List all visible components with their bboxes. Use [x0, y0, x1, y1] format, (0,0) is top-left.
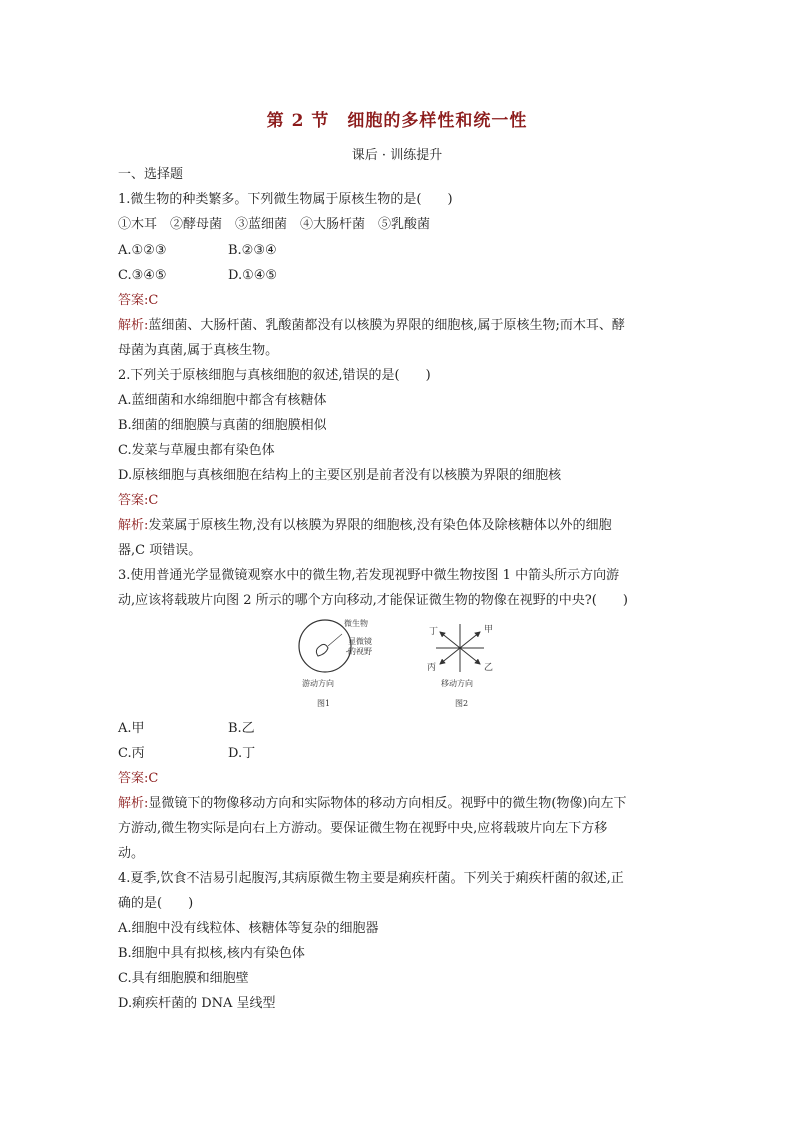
q3-figure — [290, 612, 520, 712]
fig1-name: 图1 — [317, 699, 331, 708]
answer-label: 答案: — [118, 493, 149, 508]
q2-answer — [118, 493, 158, 509]
q1-options-row1 — [118, 243, 277, 259]
figure-1 — [299, 618, 372, 708]
q1-analysis-line1 — [118, 318, 625, 334]
q1-items: ①木耳 ②酵母菌 ③蓝细菌 ④大肠杆菌 ⑤乳酸菌 — [118, 217, 431, 232]
q2-stem: 2.下列关于原核细胞与真核细胞的叙述,错误的是( ) — [118, 368, 431, 383]
q3-analysis-line3: 动。 — [118, 846, 145, 861]
figure-2 — [427, 624, 493, 708]
q2-option-c: C.发菜与草履虫都有染色体 — [118, 443, 275, 458]
fig1-label-field-1: 显微镜 — [348, 637, 372, 646]
q1-answer — [118, 293, 158, 309]
q1-options-row2 — [118, 268, 278, 284]
q1-option-c: C.③④⑤ — [118, 268, 167, 283]
label-yi: 乙 — [484, 663, 494, 673]
q3-option-b: B.乙 — [228, 721, 255, 736]
answer-value: C — [148, 493, 159, 508]
q4-stem-line1: 4.夏季,饮食不洁易引起腹泻,其病原微生物主要是痢疾杆菌。下列关于痢疾杆菌的叙述,正 — [118, 871, 624, 886]
label-ding: 丁 — [429, 627, 439, 637]
q2-analysis-line1 — [118, 518, 612, 534]
answer-label: 答案: — [118, 293, 149, 308]
label-jia: 甲 — [484, 625, 494, 635]
section-heading: 一、选择题 — [118, 167, 184, 182]
arrow-ding — [440, 632, 460, 648]
q1-analysis-line2: 母菌为真菌,属于真核生物。 — [118, 343, 279, 358]
q3-option-a: A.甲 — [118, 721, 145, 736]
answer-value: C — [148, 293, 159, 308]
fig1-label-field-2: 的视野 — [348, 647, 372, 656]
q1-option-a: A.①②③ — [118, 243, 167, 258]
arrow-bing — [440, 648, 460, 664]
q3-stem-line1: 3.使用普通光学显微镜观察水中的微生物,若发现视野中微生物按图 1 中箭头所示方向游 — [118, 568, 620, 583]
q4-option-b: B.细胞中具有拟核,核内有染色体 — [118, 946, 305, 961]
q3-option-d: D.丁 — [228, 746, 256, 761]
analysis-text: 发菜属于原核生物,没有以核膜为界限的细胞核,没有染色体及除核糖体以外的细胞 — [148, 518, 612, 533]
arrow-yi — [460, 648, 480, 664]
analysis-label: 解析: — [118, 318, 149, 333]
arrow-jia — [460, 632, 480, 648]
q4-stem-line2: 确的是( ) — [118, 896, 194, 911]
q3-options-row1 — [118, 721, 255, 737]
q3-option-c: C.丙 — [118, 746, 145, 761]
q3-stem-line2: 动,应该将载玻片向图 2 所示的哪个方向移动,才能保证微生物的物像在视野的中央?( ) — [118, 593, 628, 608]
answer-label: 答案: — [118, 771, 149, 786]
q1-option-d: D.①④⑤ — [228, 268, 278, 283]
q1-option-b: B.②③④ — [228, 243, 277, 258]
analysis-text: 蓝细菌、大肠杆菌、乳酸菌都没有以核膜为界限的细胞核,属于原核生物;而木耳、酵 — [148, 318, 625, 333]
analysis-label: 解析: — [118, 518, 149, 533]
page-subtitle: 课后 · 训练提升 — [351, 148, 443, 163]
q4-option-d: D.痢疾杆菌的 DNA 呈线型 — [118, 996, 276, 1011]
fig2-caption: 移动方向 — [441, 679, 473, 688]
analysis-label: 解析: — [118, 796, 149, 811]
q3-answer — [118, 771, 158, 787]
q3-options-row2 — [118, 746, 256, 762]
label-bing: 丙 — [427, 663, 437, 673]
q1-stem: 1.微生物的种类繁多。下列微生物属于原核生物的是( ) — [118, 192, 453, 207]
q2-option-b: B.细菌的细胞膜与真菌的细胞膜相似 — [118, 418, 327, 433]
q4-option-a: A.细胞中没有线粒体、核糖体等复杂的细胞器 — [118, 921, 379, 936]
q2-option-d: D.原核细胞与真核细胞在结构上的主要区别是前者没有以核膜为界限的细胞核 — [118, 468, 562, 483]
answer-value: C — [148, 771, 159, 786]
q3-analysis-line2: 方游动,微生物实际是向右上方游动。要保证微生物在视野中央,应将载玻片向左下方移 — [118, 821, 608, 836]
page-title: 第 2 节 细胞的多样性和统一性 — [266, 111, 528, 131]
fig2-name: 图2 — [455, 699, 469, 708]
q3-analysis-line1 — [118, 796, 627, 812]
q2-analysis-line2: 器,C 项错误。 — [118, 543, 202, 558]
microbe-pointer-line — [328, 634, 342, 646]
fig1-label-microbe: 微生物 — [344, 619, 368, 628]
microbe-shape — [316, 644, 328, 656]
analysis-text: 显微镜下的物像移动方向和实际物体的移动方向相反。视野中的微生物(物像)向左下 — [148, 796, 627, 811]
fig1-caption: 游动方向 — [302, 679, 334, 688]
q2-option-a: A.蓝细菌和水绵细胞中都含有核糖体 — [118, 393, 327, 408]
q4-option-c: C.具有细胞膜和细胞壁 — [118, 971, 249, 986]
